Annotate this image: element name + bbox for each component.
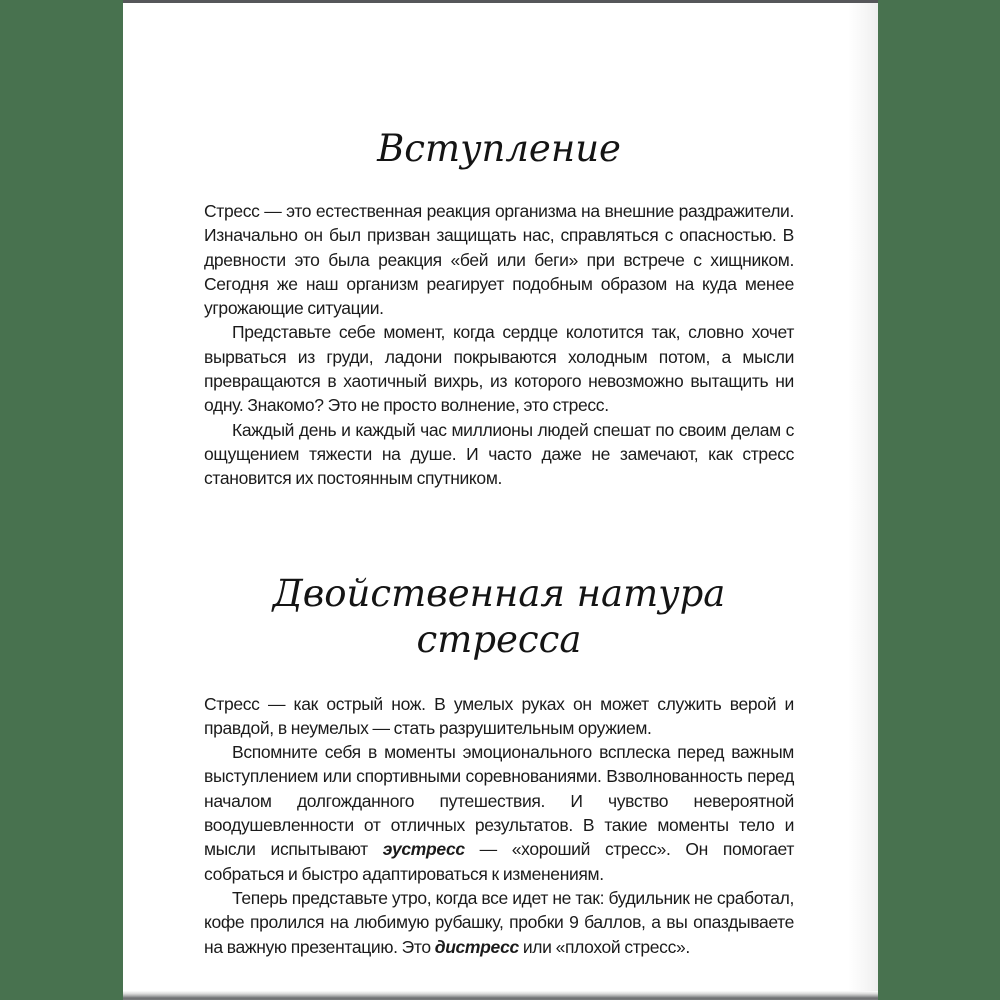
body-paragraph	[204, 418, 794, 491]
body-paragraph	[204, 886, 794, 959]
text-run: Стресс — это естественная реакция организма на внешние раздражители. Изначально он был призван защищать нас, справляться с опасностью. В древности это была реакция «бей или беги» при встрече с хищником. Сегодня же наш организм реагирует подобным образом на куда менее угрожающие ситуации.	[204, 201, 794, 319]
emphasis-term: эустресс	[382, 839, 465, 860]
section-body	[204, 692, 794, 959]
section-heading: Двойственная натура стресса	[272, 571, 726, 661]
book-page	[123, 0, 878, 1000]
body-paragraph	[204, 320, 794, 417]
text-run: Стресс — как острый нож. В умелых руках он может служить верой и правдой, в неумелых — стать разрушительным оружием.	[204, 693, 794, 738]
page-bottom-edge	[123, 991, 878, 1000]
text-run: Представьте себе момент, когда сердце колотится так, словно хочет вырваться из груди, ладони покрываются холодным потом, а мысли превращаются в хаотичный вихрь, из которого невозможно вытащить ни одну. Знакомо? Это не просто волнение, это стресс.	[204, 322, 794, 416]
page-content	[123, 126, 878, 959]
text-run: Каждый день и каждый час миллионы людей спешат по своим делам с ощущением тяжести на душе. И часто даже не замечают, как стресс становится их постоянным спутником.	[204, 419, 794, 489]
section-dual-nature-of-stress	[204, 571, 794, 959]
emphasis-term: дистресс	[434, 936, 519, 957]
body-paragraph	[204, 692, 794, 741]
text-run: или «плохой стресс».	[518, 936, 690, 957]
text-run: Вспомните себя в моменты эмоционального всплеска перед важным выступлением или спортивными соревнованиями. Взволнованность перед началом долгожданного путешествия. И чувство невероятной воодушевленности от отличных результатов. В такие моменты тело и мысли испытывают	[204, 742, 794, 860]
text-run: — «хороший стресс». Он помогает собраться и быстро адаптироваться к изменениям.	[204, 839, 794, 884]
section-body	[204, 199, 794, 491]
body-paragraph	[204, 740, 794, 886]
body-paragraph	[204, 199, 794, 320]
section-heading: Вступление	[377, 127, 621, 170]
page-top-edge	[123, 0, 878, 3]
text-run: Теперь представьте утро, когда все идет не так: будильник не сработал, кофе пролился на любимую рубашку, пробки 9 баллов, а вы опаздываете на важную презентацию. Это	[204, 887, 794, 957]
section-introduction	[204, 126, 794, 491]
